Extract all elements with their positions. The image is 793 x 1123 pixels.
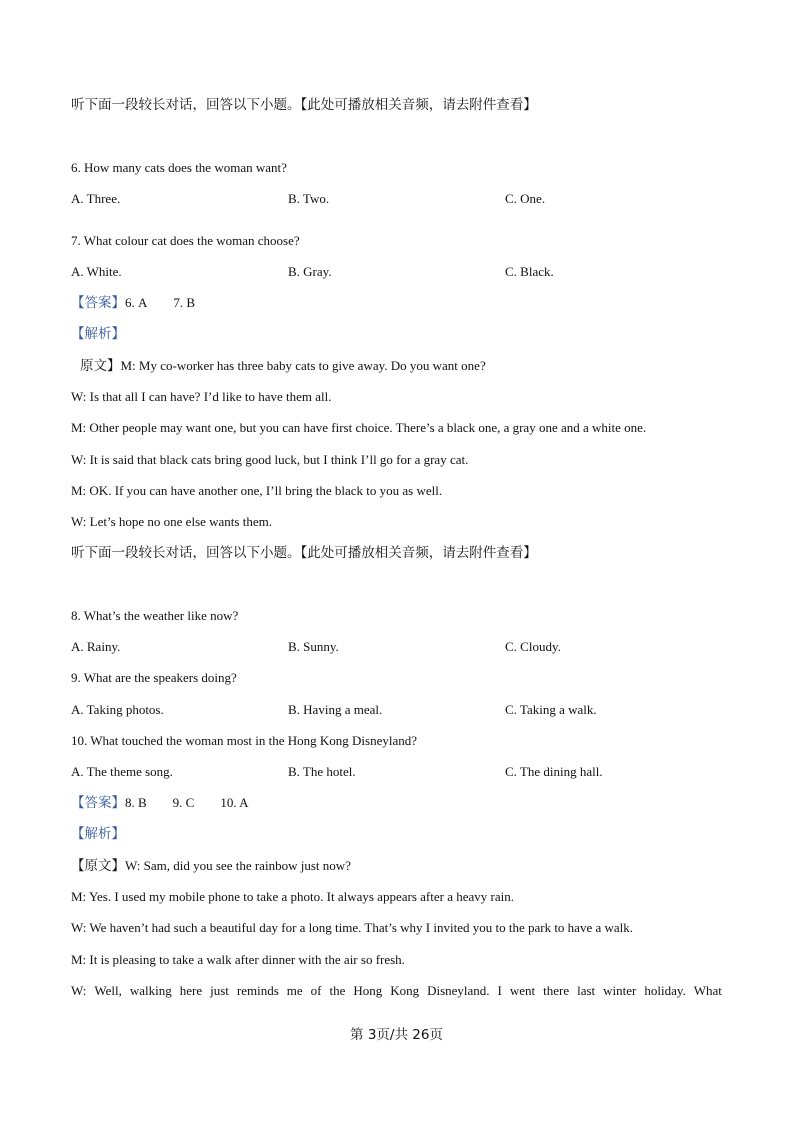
question-stem: 7. What colour cat does the woman choose? [71,233,300,248]
transcript-word: here [179,983,203,998]
transcript-word: I [497,983,502,998]
transcript-word: the [329,983,346,998]
option-b: B. The hotel. [288,764,356,779]
transcript-line: W: It is said that black cats bring good luck, but I think I’ll go for a gray cat. [71,452,469,467]
question-options [71,190,721,208]
answer-item: 6. A [125,295,148,310]
transcript-line [71,857,351,875]
transcript-word: there [543,983,570,998]
question-options [71,763,721,781]
transcript-word: Kong [390,983,420,998]
option-b: B. Two. [288,191,330,206]
section-instruction: 听下面一段较长对话，回答以下小题。【此处可播放相关音频，请去附件查看】 [71,545,537,561]
analysis-label: 【解析】 [71,326,125,342]
transcript-word: last [577,983,596,998]
transcript-word: Disneyland. [427,983,490,998]
transcript-line [80,357,486,375]
transcript-word: holiday. [644,983,686,998]
answer-item: 7. B [173,295,196,310]
option-a: A. The theme song. [71,764,173,779]
question-options [71,701,721,719]
transcript-word: of [310,983,322,998]
transcript-word: went [509,983,536,998]
option-a: A. White. [71,264,122,279]
transcript-line-justified [71,982,722,1000]
transcript-line: M: Yes. I used my mobile phone to take a photo. It always appears after a heavy rain. [71,889,514,904]
transcript-word: walking [129,983,172,998]
transcript-line: M: It is pleasing to take a walk after dinner with the air so fresh. [71,952,405,967]
transcript-word: just [210,983,229,998]
answer-label: 【答案】 [71,295,125,311]
answer-line [71,794,275,812]
question-options [71,263,721,281]
transcript-text: M: My co-worker has three baby cats to give away. Do you want one? [120,358,486,373]
answer-item: 9. C [172,795,195,810]
option-b: B. Sunny. [288,639,339,654]
transcript-line: W: Let’s hope no one else wants them. [71,514,272,529]
transcript-line: M: OK. If you can have another one, I’ll bring the black to you as well. [71,483,443,498]
option-a: A. Three. [71,191,121,206]
question-stem: 8. What’s the weather like now? [71,608,239,623]
analysis-label: 【解析】 [71,826,125,842]
option-a: A. Taking photos. [71,702,164,717]
option-c: C. Taking a walk. [505,702,597,717]
transcript-line: W: We haven’t had such a beautiful day for a long time. That’s why I invited you to the park to have a walk. [71,920,634,935]
transcript-word: me [286,983,303,998]
option-c: C. Cloudy. [505,639,561,654]
transcript-label: 原文】 [80,358,121,374]
transcript-word: Well, [94,983,122,998]
answer-line [71,294,221,312]
option-c: C. One. [505,191,546,206]
option-c: C. Black. [505,264,554,279]
option-b: B. Gray. [288,264,332,279]
question-stem: 9. What are the speakers doing? [71,670,237,685]
transcript-line: W: Is that all I can have? I’d like to have them all. [71,389,332,404]
transcript-line: M: Other people may want one, but you can have first choice. There’s a black one, a gray one and a white one. [71,420,647,435]
transcript-text: W: Sam, did you see the rainbow just now? [125,858,351,873]
option-a: A. Rainy. [71,639,121,654]
page-number-footer: 第 3页/共 26页 [350,1027,443,1043]
question-stem: 10. What touched the woman most in the Hong Kong Disneyland? [71,733,418,748]
question-stem: 6. How many cats does the woman want? [71,160,287,175]
transcript-word: W: [71,983,87,998]
transcript-word: Hong [353,983,383,998]
answer-label: 【答案】 [71,795,125,811]
transcript-label: 【原文】 [71,858,125,874]
answer-item: 10. A [220,795,249,810]
question-options [71,638,721,656]
option-b: B. Having a meal. [288,702,383,717]
answer-item: 8. B [125,795,147,810]
option-c: C. The dining hall. [505,764,603,779]
transcript-word: What [693,983,722,998]
section-instruction: 听下面一段较长对话，回答以下小题。【此处可播放相关音频，请去附件查看】 [71,97,537,113]
transcript-word: reminds [236,983,279,998]
transcript-word: winter [603,983,637,998]
